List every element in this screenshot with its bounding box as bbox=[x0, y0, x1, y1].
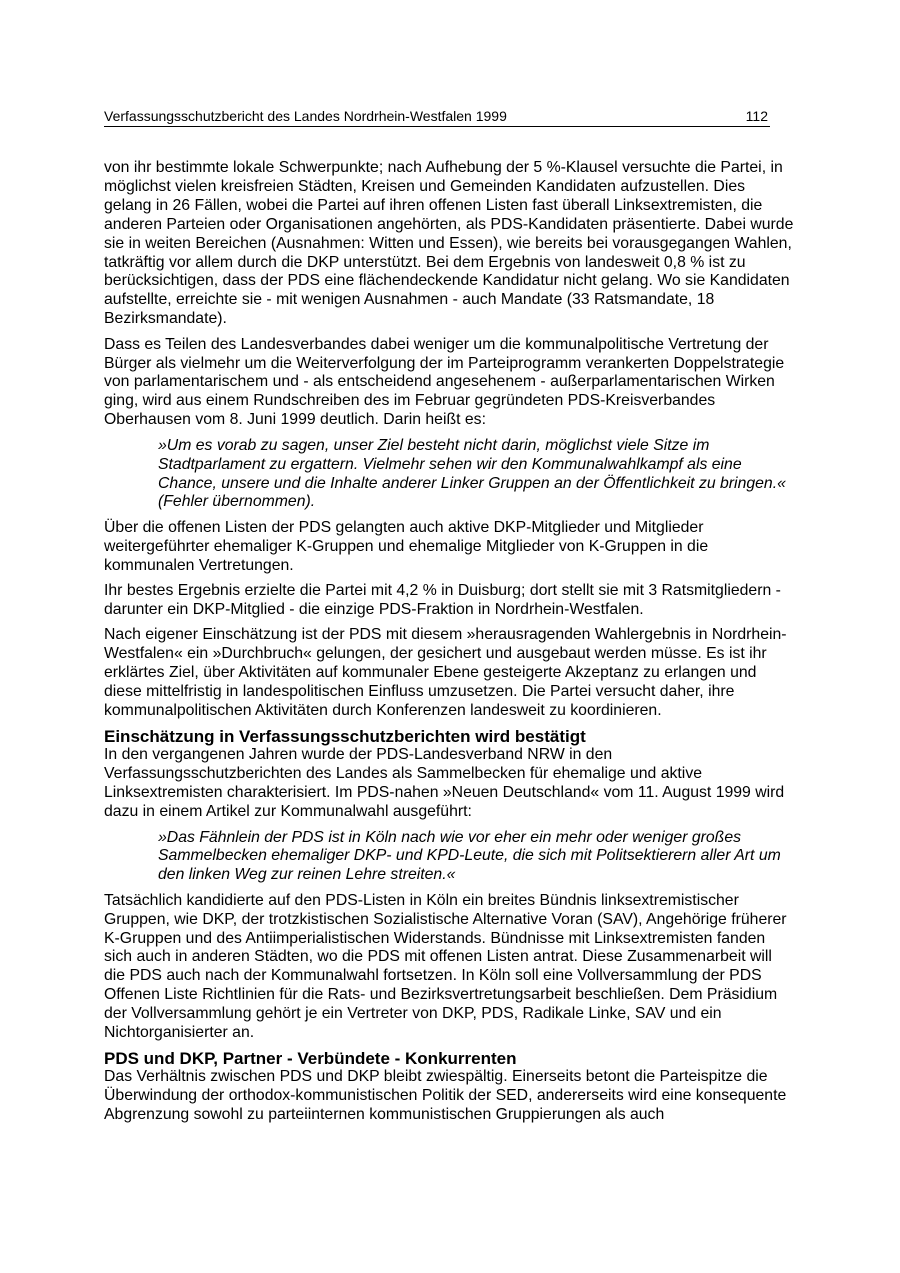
header-title: Verfassungsschutzbericht des Landes Nordrhein-Westfalen 1999 bbox=[104, 108, 507, 124]
paragraph: Ihr bestes Ergebnis erzielte die Partei mit 4,2 % in Duisburg; dort stellt sie mit 3 Ratsmitgliedern - darunter ein DKP-Mitglied - die einzige PDS-Fraktion in Nordrhein-Westfalen. bbox=[104, 582, 781, 618]
paragraph: Das Verhältnis zwischen PDS und DKP bleibt zwiespältig. Einerseits betont die Parteispitze die Überwindung der orthodox-kommunistischen Politik der SED, andererseits wird eine konsequente Abgrenzung sowohl zu parteiinternen kommunistischen Gruppierungen als auch bbox=[104, 1068, 787, 1124]
section-heading: PDS und DKP, Partner - Verbündete - Konkurrenten bbox=[104, 1049, 517, 1069]
paragraph: Über die offenen Listen der PDS gelangten auch aktive DKP-Mitglieder und Mitglieder weitergeführter ehemaliger K-Gruppen und ehemalige Mitglieder von K-Gruppen in die kommunalen Vertretungen. bbox=[104, 518, 709, 574]
paragraph: Dass es Teilen des Landesverbandes dabei weniger um die kommunalpolitische Vertretung der Bürger als vielmehr um die Weiterverfolgung der im Parteiprogramm verankerten Doppelstrategie von parlamentarischem und - als entscheidend angesehenem - außerparlamentarischen Wirken ging, wird aus einem Rundschreiben des im Februar gegründeten PDS-Kreisverbandes Oberhausen vom 8. Juni 1999 deutlich. Darin heißt es: bbox=[104, 335, 785, 429]
section-heading: Einschätzung in Verfassungsschutzberichten wird bestätigt bbox=[104, 727, 586, 747]
page-body bbox=[104, 159, 794, 1132]
paragraph: Tatsächlich kandidierte auf den PDS-Listen in Köln ein breites Bündnis linksextremistischer Gruppen, wie DKP, der trotzkistischen Sozialistische Alternative Voran (SAV), Angehörige früherer K-Gruppen und des Antiimperialistischen Widerstands. Bündnisse mit Linksextremisten fanden sich auch in anderen Städten, wo die PDS mit offenen Listen antrat. Diese Zusammenarbeit will die PDS auch nach der Kommunalwahl fortsetzen. In Köln soll eine Vollversammlung der PDS Offenen Liste Richtlinien für die Rats- und Bezirksvertretungsarbeit beschließen. Dem Präsidium der Vollversammlung gehört je ein Vertreter von DKP, PDS, Radikale Linke, SAV und ein Nichtorganisierter an. bbox=[104, 891, 787, 1042]
paragraph: von ihr bestimmte lokale Schwerpunkte; nach Aufhebung der 5 %-Klausel versuchte die Partei, in möglichst vielen kreisfreien Städten, Kreisen und Gemeinden Kandidaten aufzustellen. Dies gelang in 26 Fällen, wobei die Partei auf ihren offenen Listen fast überall Linksextremisten, die anderen Parteien oder Organisationen angehörten, als PDS-Kandidaten präsentierte. Dabei wurde sie in weiten Bereichen (Ausnahmen: Witten und Essen), wie bereits bei vorausgegangen Wahlen, tatkräftig vor allem durch die DKP unterstützt. Bei dem Ergebnis von landesweit 0,8 % ist zu berücksichtigen, dass der PDS eine flächendeckende Kandidatur nicht gelang. Wo sie Kandidaten aufstellte, erreichte sie - mit wenigen Ausnahmen - auch Mandate (33 Ratsmandate, 18 Bezirksmandate). bbox=[104, 159, 794, 328]
page-header bbox=[104, 108, 770, 127]
block-quote: »Um es vorab zu sagen, unser Ziel besteht nicht darin, möglichst viele Sitze im Stadtparlament zu ergattern. Vielmehr sehen wir den Kommunalwahlkampf als eine Chance, unsere und die Inhalte anderer Linker Gruppen an der Öffentlichkeit zu bringen.« (Fehler übernommen). bbox=[158, 436, 786, 511]
paragraph: In den vergangenen Jahren wurde der PDS-Landesverband NRW in den Verfassungsschutzberichten des Landes als Sammelbecken für ehemalige und aktive Linksextremisten charakterisiert. Im PDS-nahen »Neuen Deutschland« vom 11. August 1999 wird dazu in einem Artikel zur Kommunalwahl ausgeführt: bbox=[104, 746, 785, 821]
paragraph: Nach eigener Einschätzung ist der PDS mit diesem »herausragenden Wahlergebnis in Nordrhein-Westfalen« ein »Durchbruch« gelungen, der gesichert und ausgebaut werden müsse. Es ist ihr erklärtes Ziel, über Aktivitäten auf kommunaler Ebene gesteigerte Akzeptanz zu erlangen und diese mittelfristig in landespolitischen Einfluss umzusetzen. Die Partei versucht daher, ihre kommunalpolitischen Aktivitäten durch Konferenzen landesweit zu koordinieren. bbox=[104, 626, 787, 719]
block-quote: »Das Fähnlein der PDS ist in Köln nach wie vor eher ein mehr oder weniger großes Sammelbecken ehemaliger DKP- und KPD-Leute, die sich mit Politsektierern aller Art um den linken Weg zur reinen Lehre streiten.« bbox=[158, 828, 781, 884]
page-number: 112 bbox=[745, 108, 768, 124]
